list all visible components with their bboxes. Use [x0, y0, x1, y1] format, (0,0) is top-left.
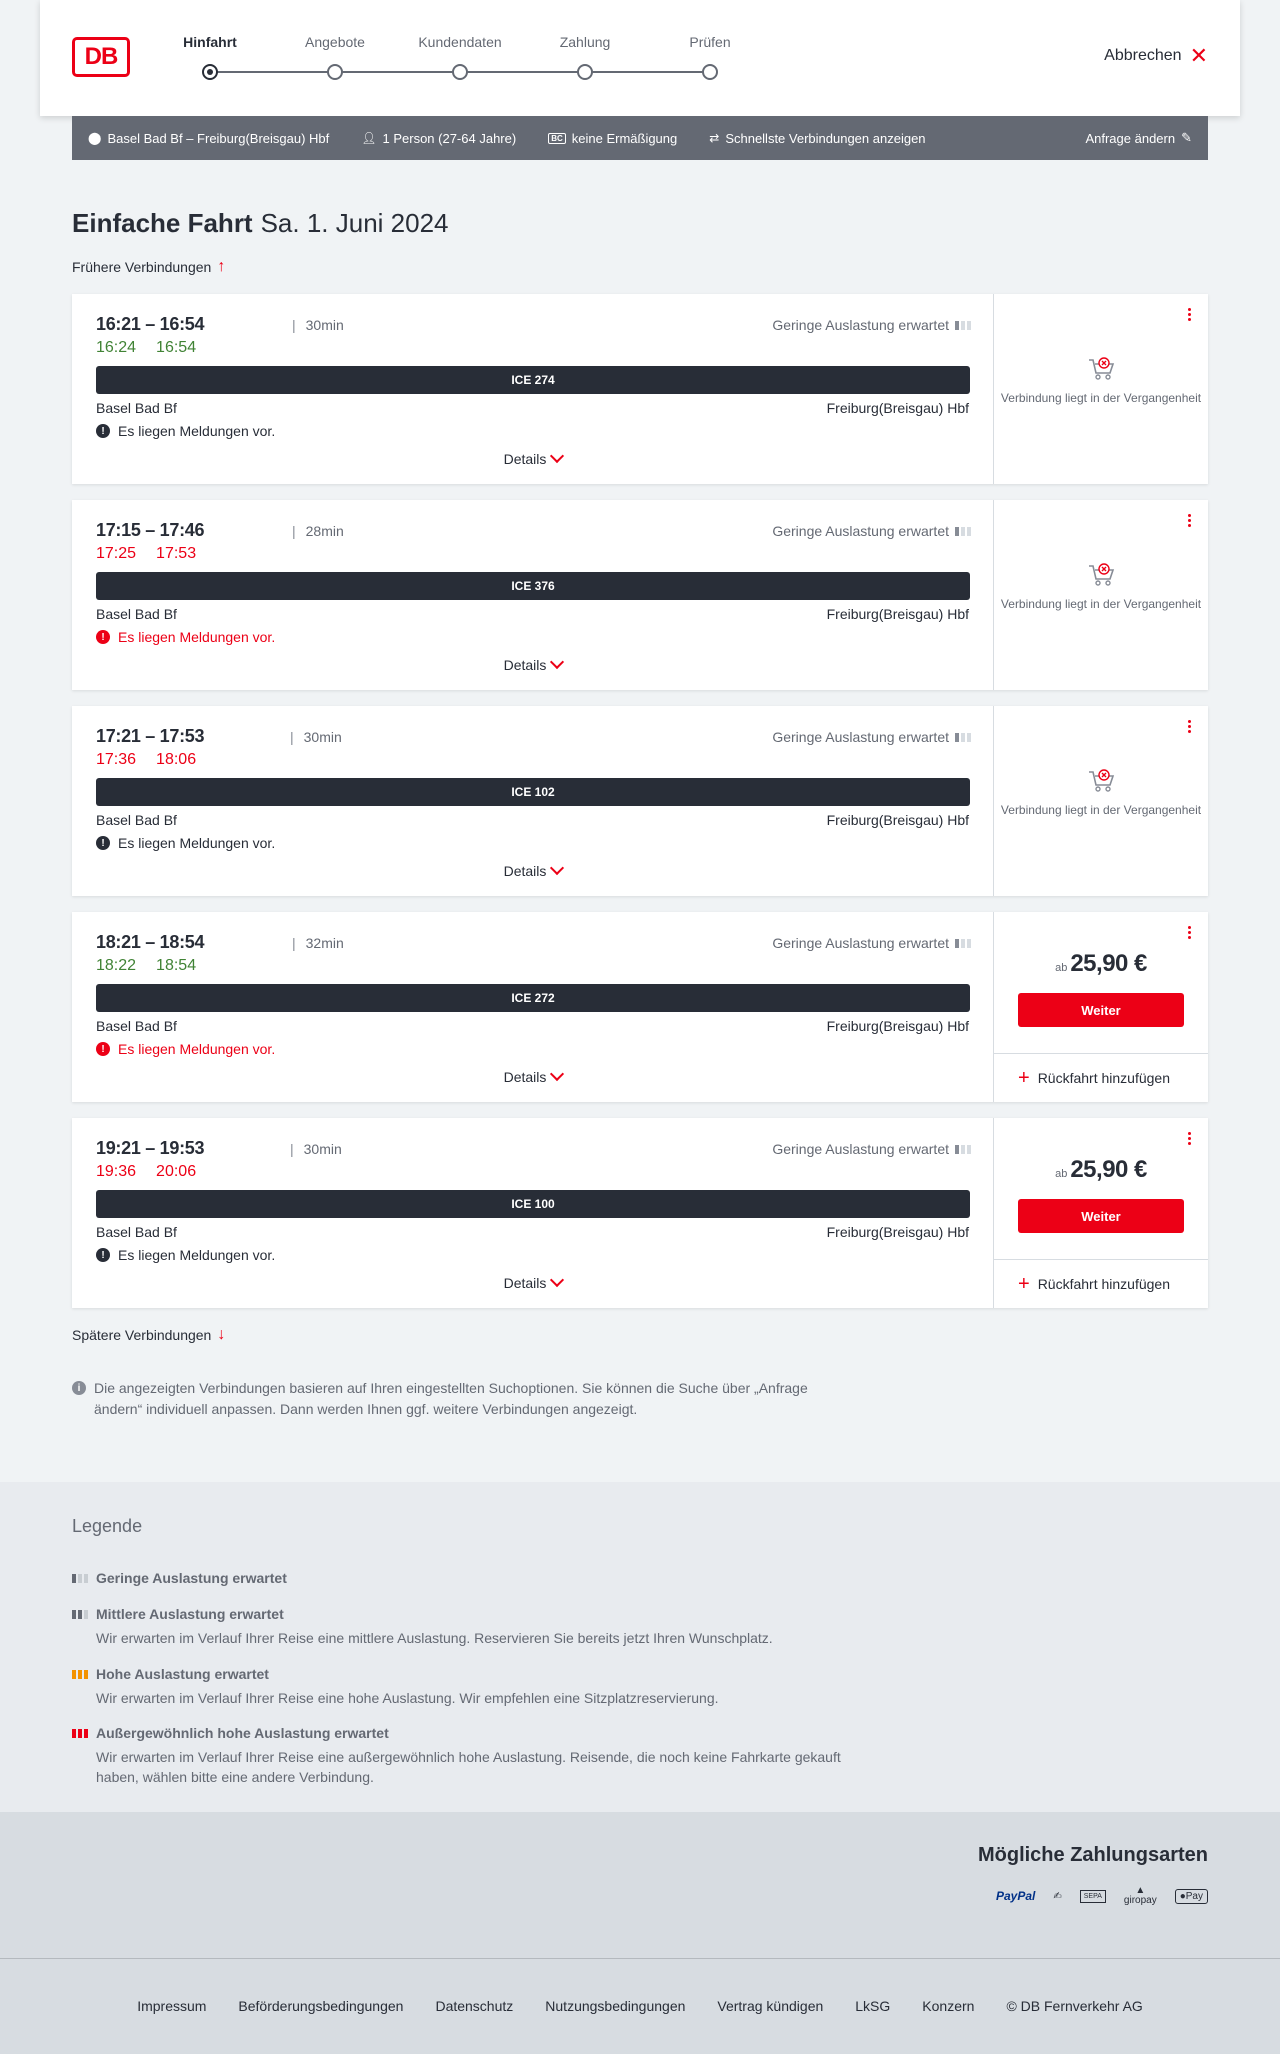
footer-link[interactable]: Beförderungsbedingungen: [238, 1998, 404, 2014]
connection-details[interactable]: [72, 912, 994, 1102]
train-bar[interactable]: ICE 272: [96, 984, 970, 1012]
past-connection-note: [994, 562, 1208, 612]
close-icon: ✕: [1189, 43, 1208, 68]
realtime-arrival: 18:54: [156, 957, 197, 974]
occupancy-info: [772, 317, 971, 333]
chevron-down-icon: [550, 861, 564, 875]
offer-panel: [994, 912, 1208, 1102]
price: [994, 1156, 1208, 1184]
duration: | 30min: [290, 729, 342, 745]
connection-details[interactable]: [72, 706, 994, 896]
realtime-departure: 18:22: [96, 957, 137, 974]
departure-station: Basel Bad Bf: [96, 400, 177, 416]
train-bar[interactable]: ICE 100: [96, 1190, 970, 1218]
cart-unavailable-icon: [1087, 562, 1115, 588]
more-options-icon[interactable]: [1188, 926, 1192, 941]
realtime-arrival: 17:53: [156, 545, 197, 562]
cart-unavailable-icon: [1087, 768, 1115, 794]
alert-icon: !: [96, 836, 110, 850]
persons-info: [361, 131, 516, 146]
details-label: Details: [503, 657, 547, 673]
realtime-times: [96, 545, 216, 563]
more-options-icon[interactable]: [1188, 514, 1192, 529]
arrival-station: Freiburg(Breisgau) Hbf: [826, 1224, 969, 1240]
plus-icon: +: [1018, 1273, 1030, 1295]
legend-item-title: [72, 1725, 852, 1741]
apple-pay-icon: ●Pay: [1175, 1889, 1208, 1904]
change-request-button[interactable]: [1085, 130, 1192, 146]
trip-type: Einfache Fahrt: [72, 208, 253, 238]
departure-station: Basel Bad Bf: [96, 1018, 177, 1034]
footer-link[interactable]: Konzern: [922, 1998, 975, 2014]
message-notice: [96, 1041, 275, 1057]
arrival-station: Freiburg(Breisgau) Hbf: [826, 606, 969, 622]
route-text: Basel Bad Bf – Freiburg(Breisgau) Hbf: [107, 130, 330, 146]
offer-panel: [994, 1118, 1208, 1308]
fastest-info: [709, 131, 925, 146]
trip-date: Sa. 1. Juni 2024: [260, 208, 449, 238]
price-prefix: ab: [1055, 1168, 1068, 1180]
legend-item-title: [72, 1606, 852, 1622]
realtime-departure: 17:36: [96, 751, 137, 768]
occupancy-level-icon: [72, 1574, 88, 1583]
past-text: Verbindung liegt in der Vergangenheit: [1000, 597, 1202, 611]
footer-link[interactable]: Impressum: [137, 1998, 207, 2014]
page-title: [72, 208, 449, 239]
arrival-station: Freiburg(Breisgau) Hbf: [826, 1018, 969, 1034]
continue-button[interactable]: Weiter: [1018, 993, 1184, 1027]
alert-icon: !: [96, 424, 110, 438]
step-pruefen[interactable]: [650, 34, 770, 80]
legend-item: [72, 1570, 852, 1586]
add-return-trip-button[interactable]: [994, 1259, 1208, 1308]
step-label: Kundendaten: [418, 34, 502, 50]
discount-info: [548, 131, 677, 146]
giropay-label: giropay: [1123, 1895, 1157, 1906]
departure-station: Basel Bad Bf: [96, 812, 177, 828]
scheduled-times: 17:15 – 17:46: [96, 520, 205, 540]
realtime-arrival: 18:06: [156, 751, 197, 768]
header: [40, 0, 1240, 116]
fastest-text: Schnellste Verbindungen anzeigen: [725, 130, 926, 146]
cancel-button[interactable]: [1104, 43, 1208, 68]
sepa-icon: SEPA: [1080, 1890, 1106, 1903]
occupancy-level-icon: [72, 1670, 88, 1679]
legend-title-text: Mittlere Auslastung erwartet: [96, 1606, 284, 1622]
db-logo[interactable]: [72, 37, 130, 77]
more-options-icon[interactable]: [1188, 1132, 1192, 1147]
route-info: [88, 131, 329, 146]
hand-signature-icon: ✍: [1053, 1890, 1062, 1902]
footer: [0, 1958, 1280, 2054]
search-summary-bar: [72, 116, 1208, 160]
chevron-down-icon: [550, 1067, 564, 1081]
step-label: Prüfen: [689, 34, 731, 50]
change-request-label: Anfrage ändern: [1085, 130, 1176, 146]
departure-station: Basel Bad Bf: [96, 1224, 177, 1240]
footer-links: [0, 1998, 1280, 2014]
discount-text: keine Ermäßigung: [571, 130, 678, 146]
cancel-label: Abbrechen: [1104, 47, 1182, 64]
details-toggle[interactable]: [72, 1069, 994, 1085]
legend-title-text: Geringe Auslastung erwartet: [96, 1570, 287, 1586]
occupancy-low-icon: [955, 939, 971, 948]
realtime-arrival: 20:06: [156, 1163, 197, 1180]
connection-card[interactable]: [72, 912, 1208, 1102]
more-options-icon[interactable]: [1188, 720, 1192, 735]
legend-title: Legende: [72, 1516, 143, 1536]
message-text: Es liegen Meldungen vor.: [118, 1041, 276, 1057]
message-notice: [96, 629, 275, 645]
return-label: Rückfahrt hinzufügen: [1037, 1070, 1170, 1086]
scheduled-times: 18:21 – 18:54: [96, 932, 205, 952]
realtime-departure: 16:24: [96, 339, 137, 356]
price-value: 25,90 €: [1070, 1156, 1147, 1183]
occupancy-info: [772, 729, 971, 745]
occupancy-low-icon: [955, 321, 971, 330]
alert-icon: !: [96, 1248, 110, 1262]
realtime-times: [96, 1163, 216, 1181]
info-text: Die angezeigten Verbindungen basieren auf Ihren eingestellten Suchoptionen. Sie können die Suche über „Anfrage ändern“ individuell anpassen. Dann werden Ihnen ggf. weitere Verbindungen angezeigt.: [94, 1380, 808, 1417]
logo-text: DB: [84, 43, 118, 70]
occupancy-low-icon: [955, 527, 971, 536]
pencil-icon: ✎: [1181, 130, 1192, 145]
legend-title-text: Hohe Auslastung erwartet: [96, 1666, 269, 1682]
later-connections-link[interactable]: [72, 1326, 225, 1344]
more-options-icon[interactable]: [1188, 308, 1192, 323]
step-kundendaten[interactable]: [400, 34, 520, 80]
scheduled-times: 17:21 – 17:53: [96, 726, 205, 746]
step-label: Angebote: [305, 34, 365, 50]
realtime-arrival: 16:54: [156, 339, 197, 356]
legend-item-desc: Wir erwarten im Verlauf Ihrer Reise eine außergewöhnlich hohe Auslastung. Reisende, die noch keine Fahrkarte gekauft haben, wählen bitte eine andere Verbindung.: [96, 1749, 841, 1785]
return-label: Rückfahrt hinzufügen: [1037, 1276, 1170, 1292]
legend-section: [0, 1482, 1280, 1812]
occupancy-text: Geringe Auslastung erwartet: [772, 935, 949, 951]
arrow-down-icon: ↓: [217, 1326, 226, 1343]
train-bar[interactable]: ICE 102: [96, 778, 970, 806]
progress-steps: [170, 34, 830, 84]
info-note: [72, 1378, 852, 1420]
past-connection-note: [994, 356, 1208, 406]
occupancy-info: [772, 523, 971, 539]
occupancy-text: Geringe Auslastung erwartet: [772, 1141, 949, 1157]
scheduled-times: 16:21 – 16:54: [96, 314, 205, 334]
occupancy-info: [772, 1141, 971, 1157]
legend-item-title: [72, 1570, 852, 1586]
past-text: Verbindung liegt in der Vergangenheit: [1000, 391, 1202, 405]
occupancy-low-icon: [955, 1145, 971, 1154]
add-return-trip-button[interactable]: [994, 1053, 1208, 1102]
occupancy-level-icon: [72, 1729, 88, 1738]
occupancy-text: Geringe Auslastung erwartet: [772, 523, 949, 539]
bahncard-icon: BC: [548, 133, 566, 144]
message-text: Es liegen Meldungen vor.: [118, 1247, 276, 1263]
offer-panel: [994, 706, 1208, 896]
footer-link[interactable]: © DB Fernverkehr AG: [1006, 1998, 1143, 2014]
price-value: 25,90 €: [1070, 950, 1147, 977]
legend-item-desc: Wir erwarten im Verlauf Ihrer Reise eine hohe Auslastung. Wir empfehlen eine Sitzplatzreservierung.: [96, 1690, 719, 1706]
footer-link[interactable]: Nutzungsbedingungen: [545, 1998, 686, 2014]
step-dot: [202, 64, 218, 80]
occupancy-text: Geringe Auslastung erwartet: [772, 317, 949, 333]
step-hinfahrt[interactable]: [150, 34, 270, 80]
connection-card[interactable]: [72, 294, 1208, 484]
occupancy-info: [772, 935, 971, 951]
step-dot: [327, 64, 343, 80]
earlier-connections-link[interactable]: [72, 258, 225, 276]
connection-card[interactable]: [72, 706, 1208, 896]
legend-item-title: [72, 1666, 852, 1682]
plus-icon: +: [1018, 1067, 1030, 1089]
paypal-icon: PayPal: [995, 1889, 1036, 1903]
occupancy-text: Geringe Auslastung erwartet: [772, 729, 949, 745]
connection-card[interactable]: [72, 500, 1208, 690]
step-label: Hinfahrt: [183, 34, 237, 50]
later-label: Spätere Verbindungen: [72, 1327, 212, 1343]
chevron-down-icon: [550, 449, 564, 463]
realtime-times: [96, 339, 216, 357]
step-zahlung[interactable]: [525, 34, 645, 80]
connection-card[interactable]: [72, 1118, 1208, 1308]
offer-panel: [994, 500, 1208, 690]
occupancy-low-icon: [955, 733, 971, 742]
past-connection-note: [994, 768, 1208, 818]
legend-title-text: Außergewöhnlich hohe Auslastung erwartet: [96, 1725, 389, 1741]
message-notice: [96, 423, 275, 439]
train-bar[interactable]: ICE 274: [96, 366, 970, 394]
chevron-down-icon: [550, 655, 564, 669]
step-angebote[interactable]: [275, 34, 395, 80]
duration: | 28min: [292, 523, 344, 539]
giropay-icon: ▲ giropay: [1123, 1885, 1157, 1906]
step-label: Zahlung: [559, 34, 611, 50]
person-icon: 👤︎: [361, 131, 377, 145]
details-toggle[interactable]: [72, 451, 994, 467]
message-text: Es liegen Meldungen vor.: [118, 423, 276, 439]
alert-icon: !: [96, 1042, 110, 1056]
payment-title: Mögliche Zahlungsarten: [977, 1844, 1208, 1866]
payment-section: [0, 1812, 1280, 1958]
earlier-label: Frühere Verbindungen: [72, 259, 212, 275]
alert-icon: !: [96, 630, 110, 644]
realtime-departure: 19:36: [96, 1163, 137, 1180]
legend-item: [72, 1725, 852, 1787]
payment-methods: [996, 1886, 1208, 1906]
info-icon: i: [72, 1381, 86, 1395]
footer-link[interactable]: LkSG: [855, 1998, 891, 2014]
duration: | 30min: [292, 317, 344, 333]
details-toggle[interactable]: [72, 1275, 994, 1291]
location-pin-icon: ⬤: [88, 131, 102, 145]
price-prefix: ab: [1055, 962, 1068, 974]
step-dot: [702, 64, 718, 80]
details-toggle[interactable]: [72, 657, 994, 673]
arrow-up-icon: ↑: [217, 258, 226, 275]
chevron-down-icon: [550, 1273, 564, 1287]
arrival-station: Freiburg(Breisgau) Hbf: [826, 400, 969, 416]
message-text: Es liegen Meldungen vor.: [118, 835, 276, 851]
realtime-departure: 17:25: [96, 545, 137, 562]
train-bar[interactable]: ICE 376: [96, 572, 970, 600]
message-notice: [96, 835, 275, 851]
step-dot: [577, 64, 593, 80]
duration: | 32min: [292, 935, 344, 951]
message-notice: [96, 1247, 275, 1263]
step-dot: [452, 64, 468, 80]
details-label: Details: [503, 1275, 547, 1291]
footer-link[interactable]: Vertrag kündigen: [717, 1998, 824, 2014]
connection-details[interactable]: [72, 1118, 994, 1308]
arrival-station: Freiburg(Breisgau) Hbf: [826, 812, 969, 828]
message-text: Es liegen Meldungen vor.: [118, 629, 276, 645]
details-toggle[interactable]: [72, 863, 994, 879]
connection-details[interactable]: [72, 294, 994, 484]
legend-item-desc: Wir erwarten im Verlauf Ihrer Reise eine mittlere Auslastung. Reservieren Sie bereits jetzt Ihren Wunschplatz.: [96, 1630, 773, 1646]
connection-details[interactable]: [72, 500, 994, 690]
duration: | 30min: [290, 1141, 342, 1157]
apple-pay-label: Pay: [1185, 1890, 1203, 1902]
swap-arrows-icon: ⇄: [709, 131, 720, 145]
occupancy-level-icon: [72, 1610, 88, 1619]
past-text: Verbindung liegt in der Vergangenheit: [1000, 803, 1202, 817]
details-label: Details: [503, 451, 547, 467]
realtime-times: [96, 751, 216, 769]
price: [994, 950, 1208, 978]
departure-station: Basel Bad Bf: [96, 606, 177, 622]
persons-text: 1 Person (27-64 Jahre): [382, 130, 517, 146]
realtime-times: [96, 957, 216, 975]
legend-item: [72, 1666, 852, 1708]
cart-unavailable-icon: [1087, 356, 1115, 382]
continue-button[interactable]: Weiter: [1018, 1199, 1184, 1233]
footer-link[interactable]: Datenschutz: [435, 1998, 514, 2014]
legend-item: [72, 1606, 852, 1648]
offer-panel: [994, 294, 1208, 484]
details-label: Details: [503, 863, 547, 879]
scheduled-times: 19:21 – 19:53: [96, 1138, 205, 1158]
details-label: Details: [503, 1069, 547, 1085]
